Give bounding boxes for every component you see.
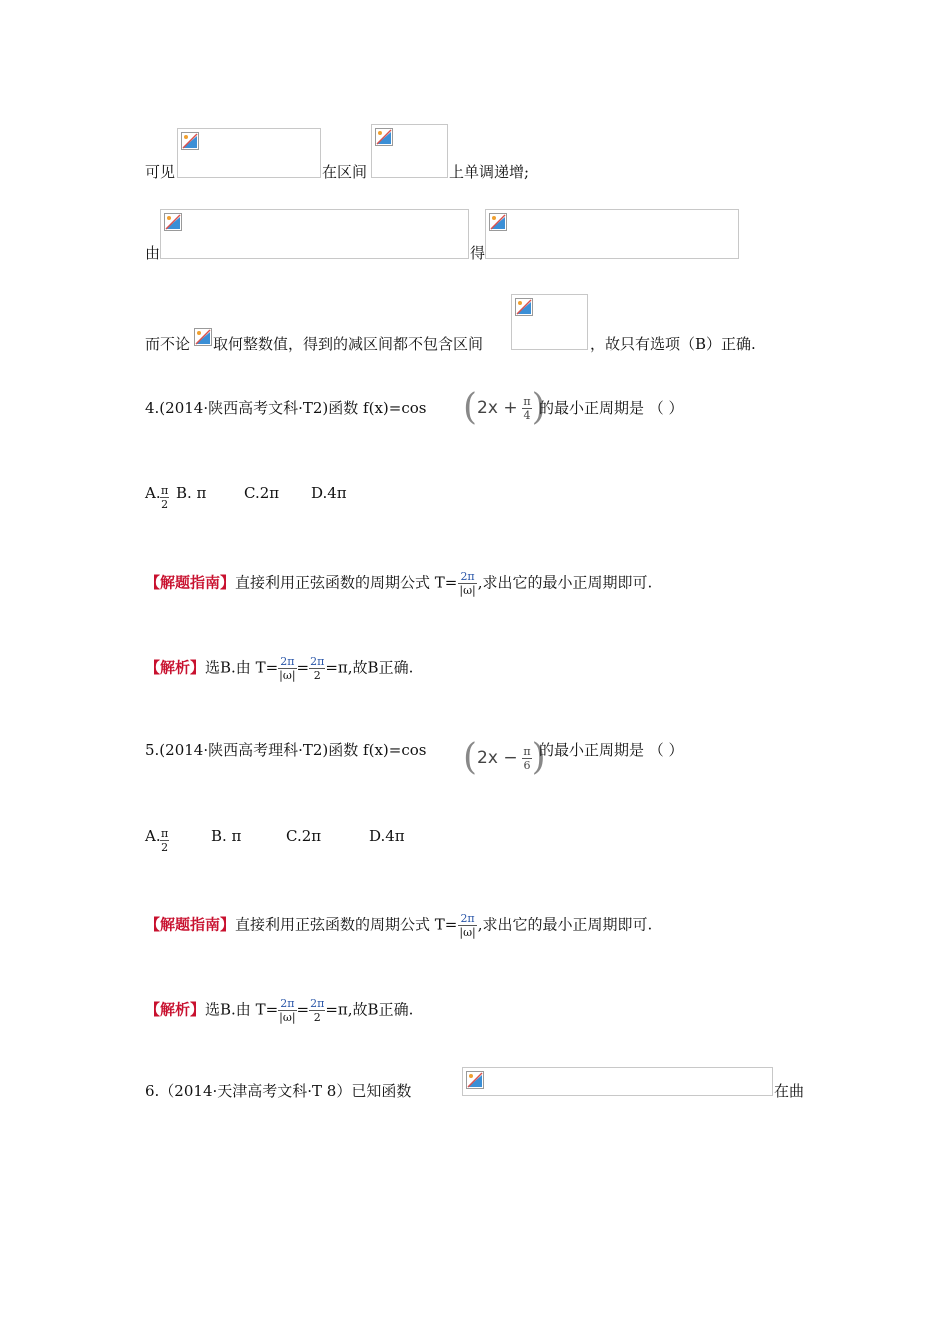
q5-guide [145,912,652,939]
q4-sol-tag: 【解析】 [145,658,206,677]
q4-stem-text: 4.(2014·陕西高考文科·T2)函数 f(x)=cos [145,399,427,417]
q4-guide-tag: 【解题指南】 [145,573,236,592]
question-5-stem [145,740,426,760]
q6-tail-text: 在曲 [774,1082,805,1100]
formula-image-6 [511,294,588,350]
q4-option-c: C.2π [244,484,280,502]
q4-guide-frac: $\frac{2\pi}{|\omega|}$ [459,570,476,597]
q4-guide-text: 直接利用正弦函数的周期公式 T= [235,573,458,592]
q4-option-b: B. π [176,484,207,502]
text-de: 得 [470,244,486,262]
q4-sol-frac-1: $\frac{2\pi}{|\omega|}$ [279,655,296,682]
q4-option-a-prefix: A. [145,484,161,502]
q5-formula-frac: $\frac{\pi}{6}$ [523,744,531,772]
broken-image-icon [164,213,182,231]
q5-option-c: C.2π [286,827,322,845]
paragraph-monotonic-mid [322,162,367,182]
q5-tail-text: 的最小正周期是 （ ） [539,741,684,759]
q5-guide-frac: $\frac{2\pi}{|\omega|}$ [459,912,476,939]
q5-solution: 【解析】选B.由 T= $\frac{2\pi}{|\omega|}$ = $\frac{2\pi}{2}$ =π,故B正确. [145,997,414,1024]
text-zaiqujian: 在区间 [322,163,368,181]
q5-stem-text: 5.(2014·陕西高考理科·T2)函数 f(x)=cos [145,741,427,759]
q5-sol-tag: 【解析】 [145,1000,206,1019]
question-4-stem [145,398,426,418]
formula-image-7 [462,1067,773,1096]
question-5-tail [539,740,684,760]
broken-image-icon [181,132,199,150]
q5-sol-frac-2: $\frac{2\pi}{2}$ [310,997,325,1024]
text-answer-b: ，故只有选项（B）正确. [590,335,756,353]
formula-image-1 [177,128,321,178]
q4-tail-text: 的最小正周期是 （ ） [539,399,684,417]
q5-sol-tail: =π,故B正确. [325,1000,414,1019]
q4-guide-tail: ,求出它的最小正周期即可. [477,573,653,592]
q5-guide-tail: ,求出它的最小正周期即可. [477,915,653,934]
q4-option-d: D.4π [311,484,347,502]
q4-option-a-frac: $\frac{\pi}{2}$ [161,484,169,511]
paragraph-conclusion [145,334,190,354]
question-6-stem [145,1081,411,1101]
formula-image-2 [371,124,448,178]
text-erbulun: 而不论 [145,335,191,353]
q5-sol-text: 选B.由 T= [205,1000,279,1019]
q4-formula: (2x + $\frac{\pi}{4}$ ) [463,387,546,428]
paragraph-monotonic-end [449,162,529,182]
broken-image-icon [489,213,507,231]
broken-image-icon [194,328,212,346]
q5-guide-text: 直接利用正弦函数的周期公式 T= [235,915,458,934]
q5-sol-frac-1: $\frac{2\pi}{|\omega|}$ [279,997,296,1024]
q5-options [145,826,161,846]
q4-guide [145,570,652,597]
q5-formula-inner: 2x − [477,748,518,768]
paragraph-you [145,243,160,263]
text-you: 由 [145,244,161,262]
q4-sol-frac-2: $\frac{2\pi}{2}$ [310,655,325,682]
q5-option-a-prefix: A. [145,827,161,845]
q4-sol-tail: =π,故B正确. [325,658,414,677]
q5-option-b: B. π [211,827,242,845]
q4-options [145,483,161,503]
broken-image-icon [515,298,533,316]
question-6-tail [774,1081,804,1101]
q4-formula-inner: 2x + [477,398,518,418]
q4-sol-text: 选B.由 T= [205,658,279,677]
formula-image-4 [485,209,739,259]
q4-formula-frac: $\frac{\pi}{4}$ [523,394,531,422]
text-decreasing: 取何整数值，得到的减区间都不包含区间 [213,335,484,353]
question-4-tail [539,398,684,418]
text-increasing: 上单调递增; [449,163,530,181]
q5-guide-tag: 【解题指南】 [145,915,236,934]
formula-image-5 [194,328,212,346]
paragraph-conclusion-mid [213,334,483,354]
q5-formula: (2x − $\frac{\pi}{6}$ ) [463,737,546,778]
broken-image-icon [375,128,393,146]
q4-solution: 【解析】选B.由 T= $\frac{2\pi}{|\omega|}$ = $\frac{2\pi}{2}$ =π,故B正确. [145,655,414,682]
paragraph-monotonic [145,162,175,182]
q5-option-a-frac: $\frac{\pi}{2}$ [161,827,169,854]
paragraph-de [470,243,485,263]
paragraph-conclusion-end [590,334,756,354]
q6-stem-text: 6.（2014·天津高考文科·T 8）已知函数 [145,1082,412,1100]
q5-option-d: D.4π [369,827,405,845]
broken-image-icon [466,1071,484,1089]
formula-image-3 [160,209,469,259]
text-kejian: 可见 [145,163,176,181]
